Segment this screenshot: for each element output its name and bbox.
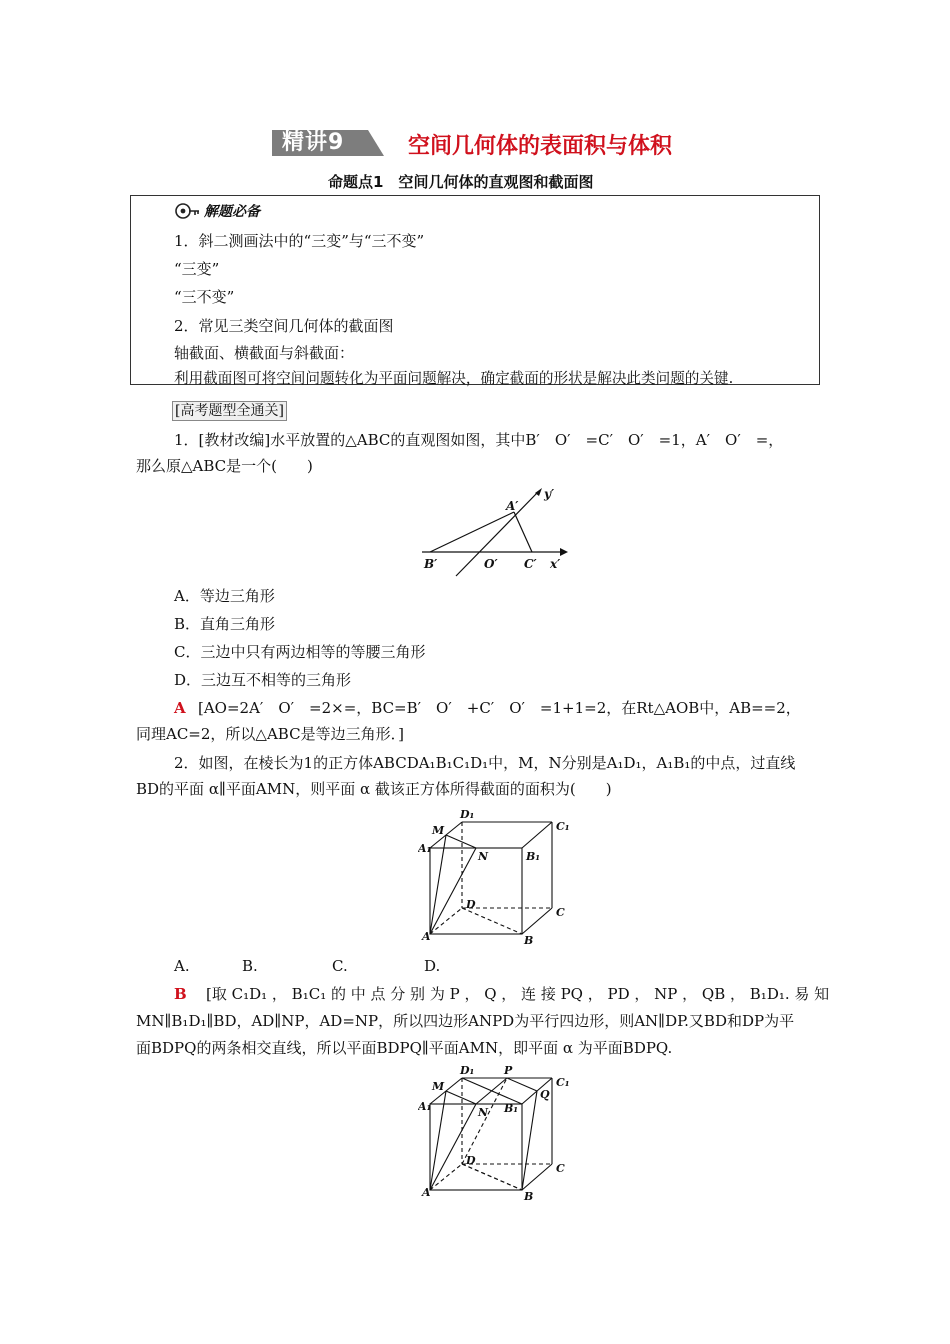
label-C1: C₁	[556, 1076, 570, 1089]
question-1-line: 那么原△ABC是一个( )	[136, 457, 313, 475]
label-D: D	[466, 898, 476, 911]
cube-figure-2	[418, 1064, 578, 1204]
oblique-triangle-figure	[418, 480, 578, 580]
answer-2-line: [取 C₁D₁ ， B₁C₁ 的 中 点 分 别 为 P ， Q ， 连 接 PQ ， PD ， NP ， QB ， B₁D₁. 易 知	[206, 985, 830, 1003]
question-2-line: BD的平面 α∥平面AMN，则平面 α 截该正方体所得截面的面积为( )	[136, 780, 612, 798]
label-x: x′	[550, 557, 561, 571]
topic-subtitle: 命题点1 空间几何体的直观图和截面图	[328, 173, 594, 191]
label-C: C	[556, 906, 565, 919]
label-y: y′	[544, 487, 555, 501]
label-B: B	[524, 934, 534, 947]
section-tag: [高考题型全通关]	[172, 401, 287, 421]
question-1-line: 1．[教材改编]水平放置的△ABC的直观图如图，其中B′ O′ =C′ O′ =1，A′ O′ =，	[174, 431, 784, 449]
answer-1-line: 同理AC=2，所以△ABC是等边三角形．]	[136, 725, 404, 743]
key-icon	[174, 202, 200, 220]
summary-line: “三不变”	[174, 288, 235, 306]
label-D1: D₁	[460, 1064, 475, 1077]
label-C: C	[556, 1162, 565, 1175]
answer-2-line: 面BDPQ的两条相交直线，所以平面BDPQ∥平面AMN，即平面 α 为平面BDPQ.	[136, 1039, 673, 1057]
section-badge: 精讲9	[282, 130, 345, 155]
label-C: C′	[524, 557, 537, 571]
answer-1-line: [AO=2A′ O′ =2×=，BC=B′ O′ +C′ O′ =1+1=2，在Rt△AOB中，AB==2，	[198, 699, 801, 717]
summary-line: 轴截面、横截面与斜截面：	[174, 344, 355, 362]
summary-line: 利用截面图可将空间问题转化为平面问题解决，确定截面的形状是解决此类问题的关键.	[174, 370, 734, 387]
summary-label: 解题必备	[204, 204, 260, 220]
label-N: N	[478, 850, 489, 863]
option-d: D.	[424, 957, 441, 975]
label-B: B	[524, 1190, 534, 1203]
label-A: A	[422, 930, 431, 943]
label-A1: A₁	[418, 842, 432, 855]
option-b: B．直角三角形	[174, 615, 276, 633]
label-Q: Q	[540, 1088, 550, 1101]
page-title: 空间几何体的表面积与体积	[408, 134, 673, 159]
option-d: D．三边互不相等的三角形	[174, 671, 352, 689]
label-O: O′	[484, 557, 498, 571]
answer-2-line: MN∥B₁D₁∥BD，AD∥NP，AD=NP，所以四边形ANPD为平行四边形，则AN∥DP.又BD和DP为平	[136, 1012, 795, 1030]
label-P: P	[504, 1064, 513, 1077]
cube-figure-1	[418, 808, 578, 948]
label-D1: D₁	[460, 808, 475, 821]
answer-letter-2: B	[174, 985, 187, 1003]
option-c: C.	[332, 957, 348, 975]
option-a: A．等边三角形	[174, 587, 275, 605]
summary-line: 1．斜二测画法中的“三变”与“三不变”	[174, 232, 425, 250]
label-A1: A₁	[418, 1100, 432, 1113]
question-2-line: 2．如图，在棱长为1的正方体ABCDA₁B₁C₁D₁中，M，N分别是A₁D₁，A₁B₁的中点，过直线	[174, 754, 796, 772]
option-a: A.	[174, 957, 190, 975]
label-B1: B₁	[526, 850, 541, 863]
answer-letter-1: A	[174, 699, 186, 717]
label-D: D	[466, 1154, 476, 1167]
label-A: A′	[506, 499, 519, 513]
option-b: B.	[242, 957, 258, 975]
option-c: C．三边中只有两边相等的等腰三角形	[174, 643, 426, 661]
label-A: A	[422, 1186, 431, 1199]
label-M: M	[432, 1080, 445, 1093]
label-N: N	[478, 1106, 489, 1119]
summary-line: “三变”	[174, 260, 220, 278]
label-M: M	[432, 824, 445, 837]
summary-line: 2．常见三类空间几何体的截面图	[174, 317, 394, 335]
label-B: B′	[424, 557, 438, 571]
label-B1: B₁	[504, 1102, 519, 1115]
label-C1: C₁	[556, 820, 570, 833]
